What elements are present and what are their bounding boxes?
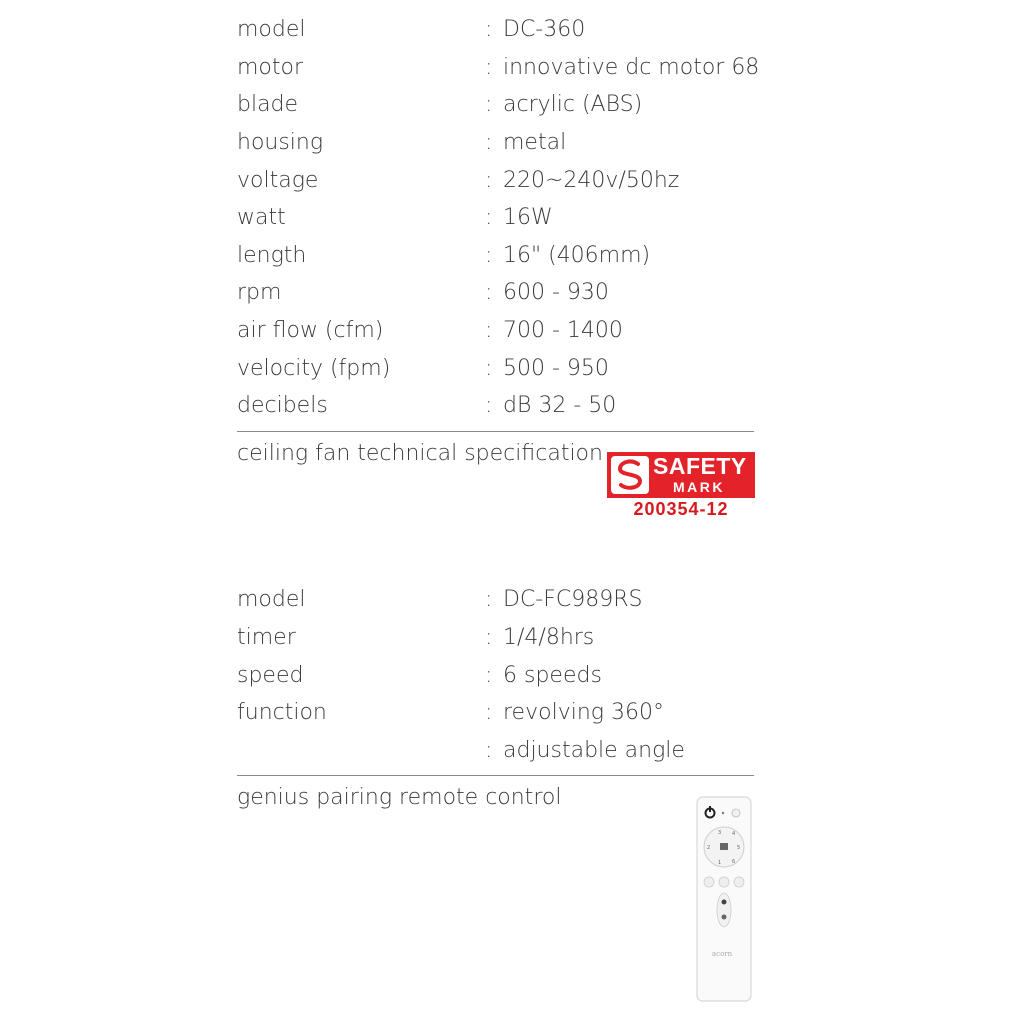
safety-mark-badge [607,452,755,520]
spec-value: DC-360 [503,17,586,42]
spec-row-voltage [237,163,754,199]
spec-separator: : [485,130,493,155]
spec-label: function [237,700,327,725]
spec-separator: : [485,700,493,725]
spec-label: length [237,243,307,268]
safety-s-logo-icon [611,456,649,494]
remote-key-6: 6 [732,859,736,865]
spec-label: decibels [237,393,328,418]
spec-label: timer [237,625,296,650]
spec-separator: : [485,393,493,418]
spec-value: 220~240v/50hz [503,168,680,193]
spec-value: innovative dc motor 68 [503,55,760,80]
spec-separator: : [485,625,493,650]
spec-value: 16" (406mm) [503,243,651,268]
safety-word: SAFETY [653,453,747,479]
spec-separator: : [485,663,493,688]
spec-label: speed [237,663,304,688]
spec-label: housing [237,130,324,155]
remote-control-icon [696,796,752,1002]
spec-value: dB 32 - 50 [503,393,617,418]
remote-key-3: 3 [718,830,722,836]
spec-label: model [237,17,306,42]
spec-label: blade [237,92,299,117]
spec-row-model [237,12,754,48]
spec-separator: : [485,17,493,42]
spec-value: metal [503,130,567,155]
spec-row-timer [237,620,754,656]
spec-separator: : [485,243,493,268]
safety-mark-word: MARK [673,479,725,495]
remote-key-5: 5 [737,845,741,851]
spec-separator: : [485,92,493,117]
spec-value: revolving 360° [503,700,664,725]
spec-row-air-flow [237,313,754,349]
spec-row-blade [237,87,754,123]
spec-value: 500 - 950 [503,356,609,381]
spec-row-speed [237,658,754,694]
spec-separator: : [485,55,493,80]
spec-label: watt [237,205,286,230]
spec-label: air flow (cfm) [237,318,384,343]
spec-value: 16W [503,205,553,230]
spec-separator: : [485,738,493,763]
spec-separator: : [485,280,493,305]
spec-label: voltage [237,168,319,193]
safety-mark-number: 200354-12 [633,499,729,519]
spec-row-motor [237,50,760,86]
spec-row-watt [237,200,754,236]
spec-row-decibels [237,388,754,424]
spec-label: model [237,587,306,612]
remote-key-4: 4 [732,831,736,837]
spec-row-length [237,238,754,274]
remote-control-image [696,796,752,1002]
spec-value: 1/4/8hrs [503,625,595,650]
spec-row-rpm [237,275,754,311]
spec-value: DC-FC989RS [503,587,643,612]
section-divider [237,775,754,776]
remote-caption: genius pairing remote control [237,785,562,810]
remote-key-2: 2 [707,845,711,851]
fan-spec-caption: ceiling fan technical specification [237,441,603,466]
spec-separator: : [485,587,493,612]
remote-brand: acorn [712,950,733,958]
spec-value: 700 - 1400 [503,318,623,343]
spec-separator: : [485,205,493,230]
spec-separator: : [485,168,493,193]
spec-value: acrylic (ABS) [503,92,643,117]
spec-separator: : [485,356,493,381]
spec-row-housing [237,125,754,161]
spec-value: adjustable angle [503,738,685,763]
spec-row-velocity [237,351,754,387]
spec-row-function-cont [237,733,754,769]
remote-key-1: 1 [718,860,722,866]
spec-value: 6 speeds [503,663,602,688]
spec-row-model [237,582,754,618]
spec-row-function [237,695,754,731]
spec-separator: : [485,318,493,343]
spec-label: velocity (fpm) [237,356,391,381]
safety-mark-box [607,452,755,498]
section-divider [237,431,754,432]
spec-label: rpm [237,280,282,305]
spec-label: motor [237,55,304,80]
spec-value: 600 - 930 [503,280,609,305]
